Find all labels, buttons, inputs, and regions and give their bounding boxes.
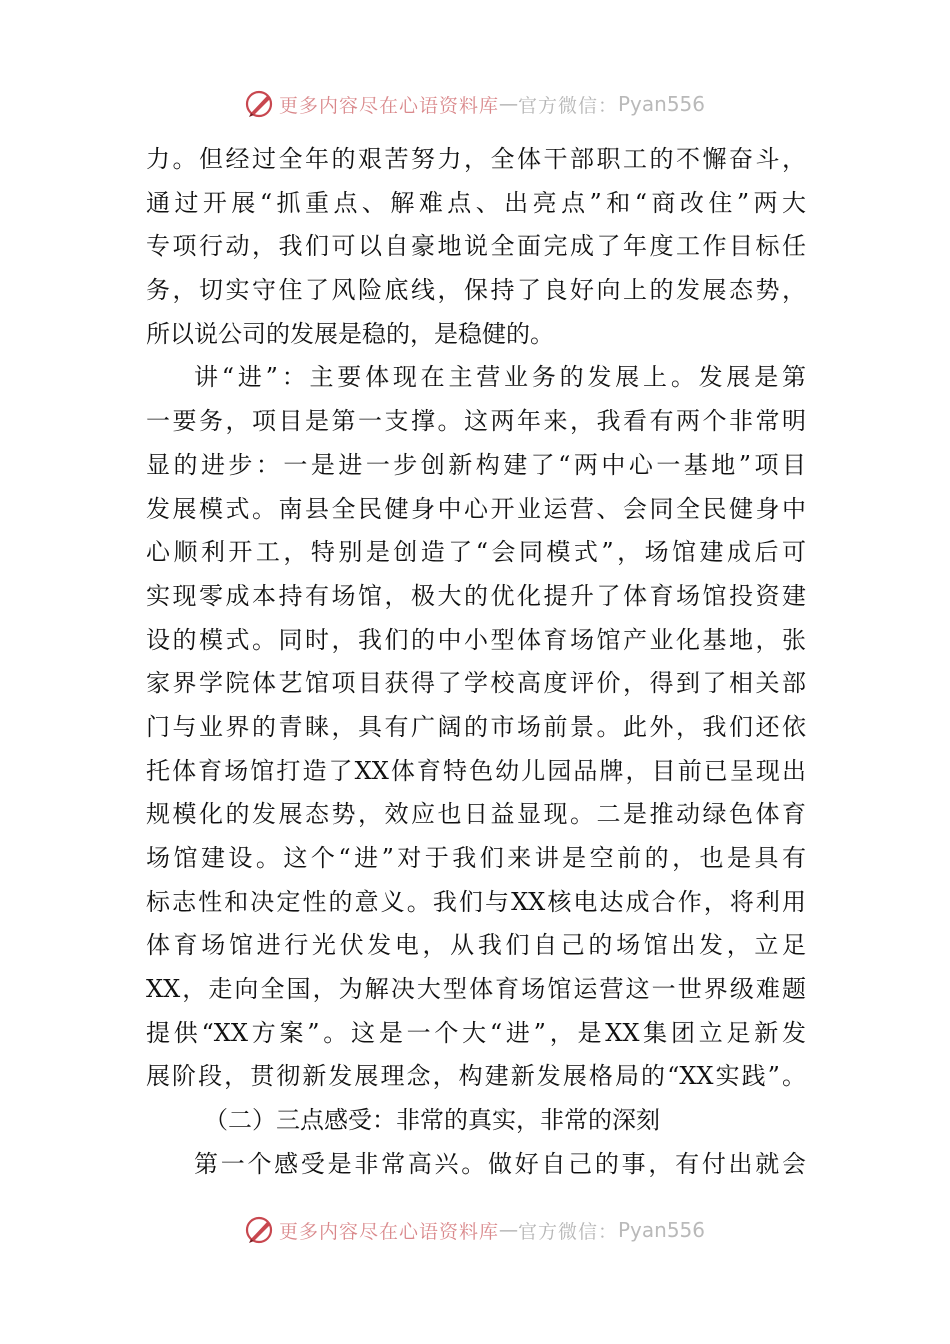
text-line: 通过开展“抓重点、解难点、出亮点”和“商改住”两大	[146, 188, 806, 217]
text-line: XX，走向全国，为解决大型体育场馆运营这一世界级难题	[146, 975, 806, 1004]
watermark-main-text: 更多内容尽在心语资料库	[278, 94, 499, 117]
text-line: 专项行动，我们可以自豪地说全面完成了年度工作目标任	[146, 232, 806, 261]
text-line: 所以说公司的发展是稳的，是稳健的。	[146, 319, 554, 348]
watermark-label: 官方微信：	[517, 94, 618, 117]
pen-logo-icon	[245, 89, 275, 119]
text-line: 托体育场馆打造了XX体育特色幼儿园品牌，目前已呈现出	[146, 756, 806, 785]
text-line: 心顺利开工，特别是创造了“会同模式”，场馆建成后可	[146, 538, 806, 567]
text-line: 务，切实守住了风险底线，保持了良好向上的发展态势，	[146, 276, 806, 305]
text-line: 门与业界的青睐，具有广阔的市场前景。此外，我们还依	[146, 712, 806, 741]
text-line: 规模化的发展态势，效应也日益显现。二是推动绿色体育	[146, 800, 806, 829]
watermark-separator: —	[498, 1219, 518, 1241]
text-line: 发展模式。南县全民健身中心开业运营、会同全民健身中	[146, 494, 806, 523]
text-line: 展阶段，贯彻新发展理念，构建新发展格局的“XX实践”。	[146, 1062, 806, 1091]
header-watermark	[0, 84, 950, 124]
text-line: 讲“进”：主要体现在主营业务的发展上。发展是第	[194, 363, 806, 392]
text-line: 标志性和决定性的意义。我们与XX核电达成合作，将利用	[146, 887, 806, 916]
watermark-id: Pyan556	[618, 92, 706, 116]
pen-logo-icon	[245, 1215, 275, 1245]
text-line: 提供“XX方案”。这是一个大“进”，是XX集团立足新发	[146, 1018, 806, 1047]
watermark-main-text: 更多内容尽在心语资料库	[278, 1220, 499, 1243]
text-line: 家界学院体艺馆项目获得了学校高度评价，得到了相关部	[146, 669, 806, 698]
watermark-label: 官方微信：	[517, 1220, 618, 1243]
watermark-id: Pyan556	[618, 1218, 706, 1242]
text-line: 一要务，项目是第一支撑。这两年来，我看有两个非常明	[146, 407, 806, 436]
text-line: 显的进步：一是进一步创新构建了“两中心一基地”项目	[146, 450, 806, 479]
document-body	[146, 138, 806, 1187]
footer-watermark	[0, 1210, 950, 1250]
text-line: 设的模式。同时，我们的中小型体育场馆产业化基地，张	[146, 625, 806, 654]
text-line: 第一个感受是非常高兴。做好自己的事，有付出就会	[194, 1149, 806, 1178]
section-heading: （二）三点感受：非常的真实，非常的深刻	[204, 1106, 660, 1135]
text-line: 体育场馆进行光伏发电，从我们自己的场馆出发，立足	[146, 931, 806, 960]
text-line: 实现零成本持有场馆，极大的优化提升了体育场馆投资建	[146, 581, 806, 610]
watermark-separator: —	[498, 93, 518, 115]
text-line: 场馆建设。这个“进”对于我们来讲是空前的，也是具有	[146, 844, 806, 872]
text-line: 力。但经过全年的艰苦努力，全体干部职工的不懈奋斗，	[146, 145, 806, 173]
